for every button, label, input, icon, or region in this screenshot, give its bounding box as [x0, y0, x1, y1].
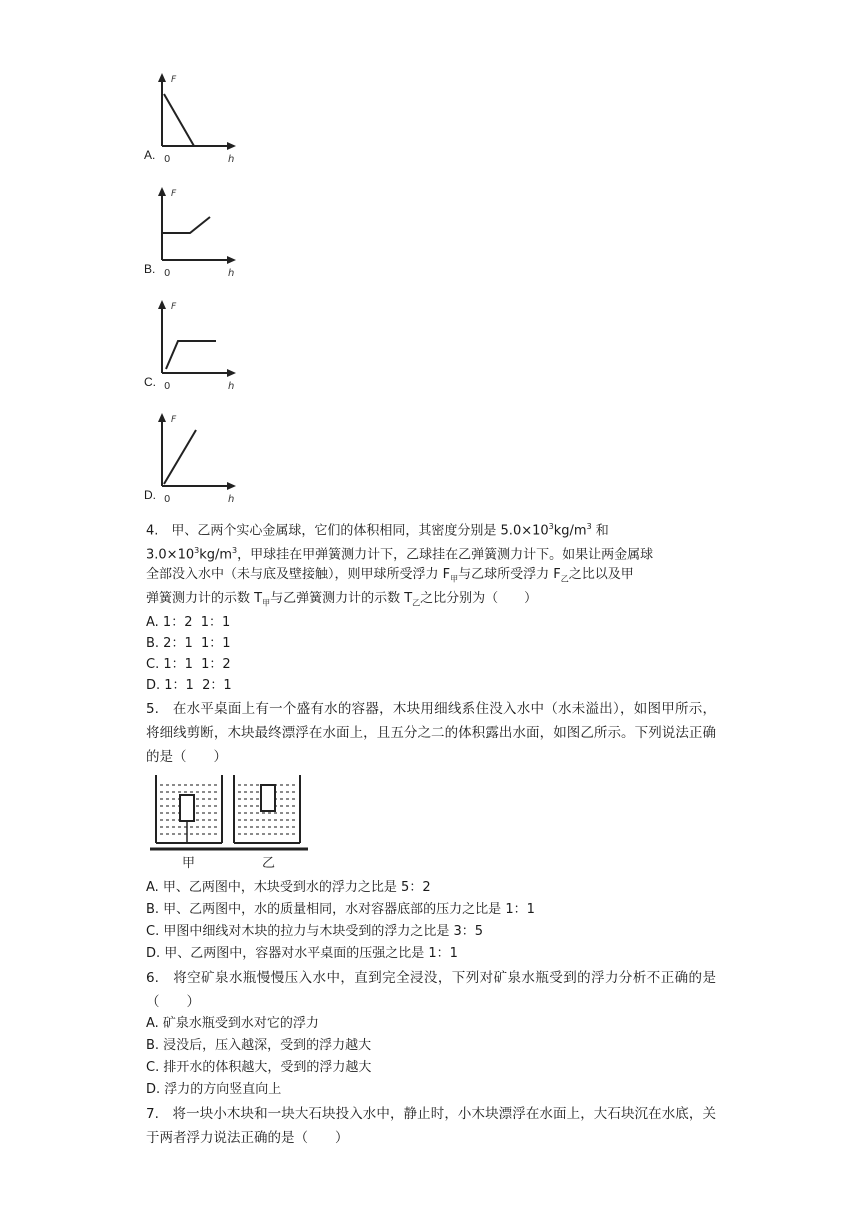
q6-option-c: C. 排开水的体积越大，受到的浮力越大 — [146, 1060, 372, 1075]
q5-option-a: A. 甲、乙两图中，木块受到水的浮力之比是 5：2 — [146, 880, 431, 895]
subscript: 甲 — [450, 574, 459, 584]
q4-unit: kg/m — [199, 547, 233, 563]
graph-b-origin: 0 — [164, 268, 171, 279]
q6-stem: 6. 将空矿泉水瓶慢慢压入水中，直到完全浸没，下列对矿泉水瓶受到的浮力分析不正确的是（ ） — [146, 970, 716, 1010]
option-a-graph — [144, 70, 244, 166]
graph-c-axis-y: F — [171, 302, 177, 312]
graph-d-axis-y: F — [171, 415, 177, 425]
q4-line-4 — [146, 589, 537, 614]
graph-c-origin: 0 — [164, 381, 171, 392]
q5-option-b: B. 甲、乙两图中，水的质量相同，水对容器底部的压力之比是 1：1 — [146, 902, 535, 917]
q6-option-b: B. 浸没后，压入越深，受到的浮力越大 — [146, 1038, 372, 1053]
option-b-label: B. — [144, 262, 156, 276]
q4-unit: kg/m — [553, 523, 587, 539]
q4-option-d: D. 1：1 2：1 — [146, 678, 232, 693]
q4-text: 弹簧测力计的示数 T — [146, 591, 263, 606]
graph-d-axis-x: h — [228, 494, 235, 505]
q7-stem: 7. 将一块小木块和一块大石块投入水中，静止时，小木块漂浮在水面上，大石块沉在水底，关于两者浮力说法正确的是（ ） — [146, 1106, 716, 1146]
graph-b-axis-y: F — [171, 189, 177, 199]
q4-line-3 — [146, 565, 634, 590]
subscript: 乙 — [412, 598, 421, 608]
graph-a-svg — [144, 70, 244, 166]
q4-option-a: A. 1：2 1：1 — [146, 615, 231, 630]
figure-label-yi: 乙 — [262, 856, 276, 871]
graph-b-line — [162, 217, 210, 233]
wood-block-yi — [261, 785, 275, 811]
q4-text: 3.0×10 — [146, 547, 195, 563]
q4-text: 与乙球所受浮力 F — [458, 567, 561, 582]
figure-label-jia: 甲 — [182, 856, 196, 871]
subscript: 乙 — [560, 574, 569, 584]
graph-a-axis-y: F — [171, 75, 177, 85]
q4-text: 和 — [591, 523, 609, 539]
option-d-graph — [144, 410, 244, 506]
graph-d-svg — [144, 410, 244, 506]
option-c-label: C. — [144, 375, 156, 389]
q5-figure — [150, 771, 310, 871]
graph-b-axis-x: h — [228, 268, 235, 279]
q4-text: 全部没入水中（未与底及壁接触），则甲球所受浮力 F — [146, 567, 451, 582]
beaker-diagram — [150, 771, 310, 871]
q6-option-a: A. 矿泉水瓶受到水对它的浮力 — [146, 1016, 319, 1031]
graph-d-line — [164, 430, 196, 484]
q6-option-d: D. 浮力的方向竖直向上 — [146, 1082, 282, 1097]
graph-a-axis-x: h — [228, 154, 235, 165]
superscript: 3 — [194, 546, 200, 555]
q4-line-1 — [146, 517, 609, 541]
q5-option-d: D. 甲、乙两图中，容器对水平桌面的压强之比是 1：1 — [146, 946, 458, 961]
subscript: 甲 — [262, 598, 271, 608]
graph-b-svg — [144, 184, 244, 280]
q4-option-c: C. 1：1 1：2 — [146, 657, 231, 672]
graph-a-line — [164, 94, 194, 146]
option-d-label: D. — [144, 488, 156, 502]
graph-d-origin: 0 — [164, 494, 171, 505]
superscript: 3 — [548, 522, 554, 531]
graph-c-line — [166, 341, 216, 369]
q4-text: 与乙弹簧测力计的示数 T — [270, 591, 413, 606]
option-c-graph — [144, 297, 244, 393]
superscript: 3 — [232, 546, 238, 555]
superscript: 3 — [586, 522, 592, 531]
q4-text: 4. 甲、乙两个实心金属球，它们的体积相同，其密度分别是 5.0×10 — [146, 523, 549, 539]
wood-block-jia — [180, 795, 194, 821]
q4-text: 之比以及甲 — [568, 567, 634, 582]
option-a-label: A. — [144, 148, 156, 162]
q4-text: ，甲球挂在甲弹簧测力计下，乙球挂在乙弹簧测力计下。如果让两金属球 — [237, 547, 654, 563]
graph-a-origin: 0 — [164, 154, 171, 165]
option-b-graph — [144, 184, 244, 280]
graph-c-svg — [144, 297, 244, 393]
q4-text: 之比分别为（ ） — [420, 591, 538, 606]
graph-c-axis-x: h — [228, 381, 235, 392]
q5-stem: 5. 在水平桌面上有一个盛有水的容器，木块用细线系住没入水中（水未溢出），如图甲所示，将细线剪断，木块最终漂浮在水面上，且五分之二的体积露出水面，如图乙所示。下列说法正确的是（ ） — [146, 701, 716, 765]
q5-option-c: C. 甲图中细线对木块的拉力与木块受到的浮力之比是 3：5 — [146, 924, 484, 939]
q4-line-2 — [146, 541, 653, 565]
q4-option-b: B. 2：1 1：1 — [146, 636, 231, 651]
